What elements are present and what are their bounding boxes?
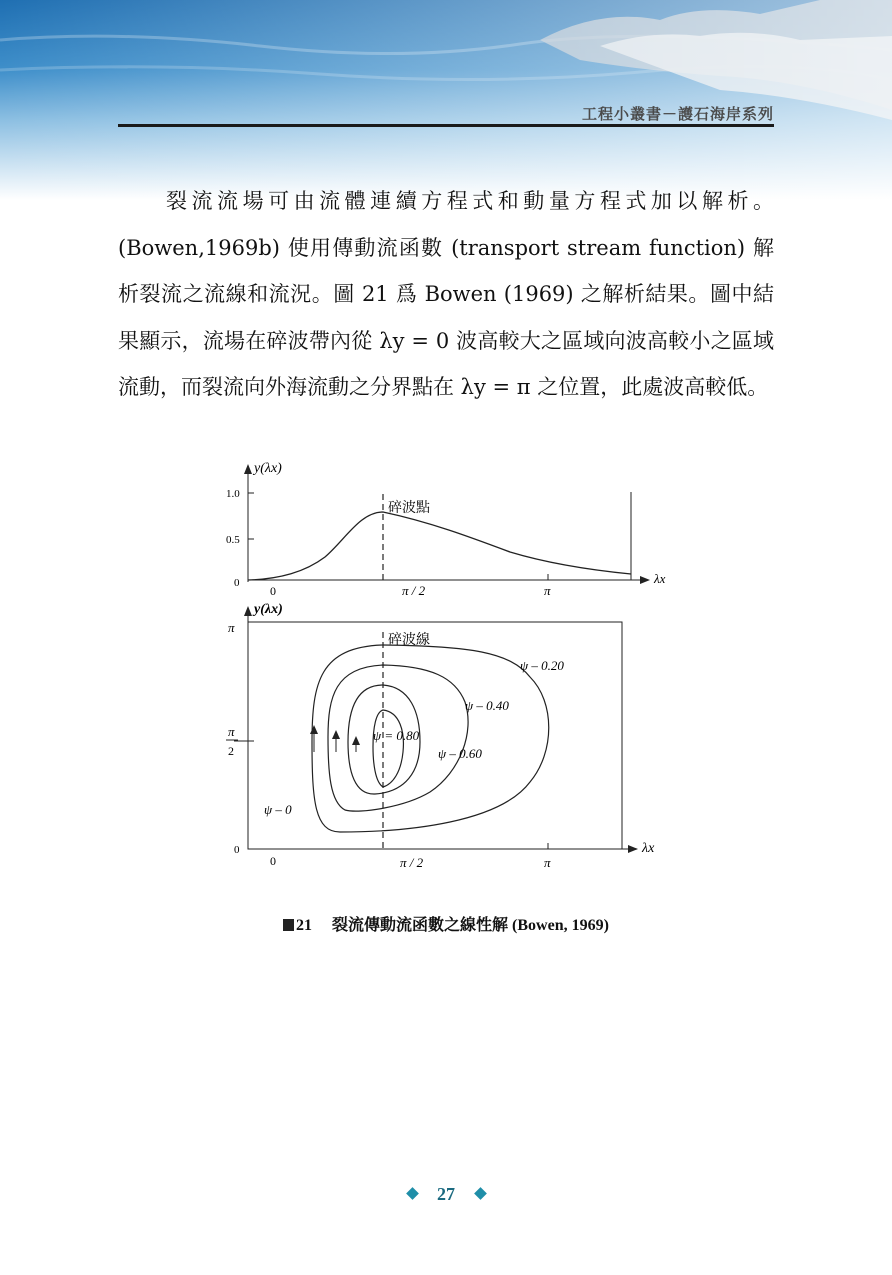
top-y-tick: 0 [234, 577, 240, 589]
contour-label: ψ – 0.20 [520, 658, 564, 673]
bottom-y-tick-mid-den: 2 [228, 744, 234, 758]
header-banner [0, 0, 892, 200]
diamond-icon [474, 1187, 487, 1200]
series-title: 工程小叢書－護石海岸系列 [581, 105, 774, 123]
caption-text: 裂流傳動流函數之線性解 (Bowen, 1969) [332, 917, 609, 934]
header-rule [118, 124, 774, 127]
bottom-y-tick-top: π [228, 620, 235, 635]
figure-caption [0, 912, 892, 935]
top-x-tick: π / 2 [402, 583, 426, 598]
bottom-plot [226, 602, 655, 870]
caption-label: 21 [296, 917, 313, 934]
bottom-y-tick-mid-num: π [228, 724, 235, 739]
top-y-label: y(λx) [254, 461, 282, 476]
page-footer [0, 1184, 892, 1205]
diamond-icon [406, 1187, 419, 1200]
bottom-x-label: λx [642, 841, 655, 856]
body-paragraph: 裂流流場可由流體連續方程式和動量方程式加以解析。(Bowen,1969b) 使用傳動流函數 (transport stream function) 解析裂流之流線和流況。圖 21 爲 Bowen (1969) 之解析結果。圖中結果顯示，流場在碎波帶內從 λy = 0 波高較大之區域向波高較小之區域流動，而裂流向外海流動之分界點在 λy = π 之位置，此處波高較低。 [118, 189, 774, 399]
bottom-y-label: y(λx) [254, 602, 283, 617]
bottom-x-tick: 0 [270, 854, 276, 868]
top-x-tick: 0 [270, 584, 276, 598]
top-plot [226, 461, 666, 598]
figure-21 [210, 452, 680, 872]
bottom-x-tick: π [544, 855, 551, 870]
contour-label: ψ – 0 [264, 802, 292, 817]
top-x-label: λx [654, 571, 666, 586]
top-x-tick: π [544, 583, 551, 598]
contour-label: ψ = 0.80 [373, 728, 420, 743]
page-number: 27 [437, 1184, 455, 1204]
bottom-y-tick-zero: 0 [234, 844, 240, 856]
caption-figure-marker [283, 919, 294, 931]
bottom-annotation: 碎波線 [388, 633, 430, 648]
bottom-x-tick: π / 2 [400, 855, 424, 870]
contour-label: ψ – 0.40 [465, 698, 509, 713]
contour-label: ψ – 0.60 [438, 746, 482, 761]
top-annotation: 碎波點 [388, 501, 430, 516]
top-y-tick: 1.0 [226, 488, 240, 500]
top-y-tick: 0.5 [226, 534, 240, 546]
body-text [118, 178, 774, 411]
